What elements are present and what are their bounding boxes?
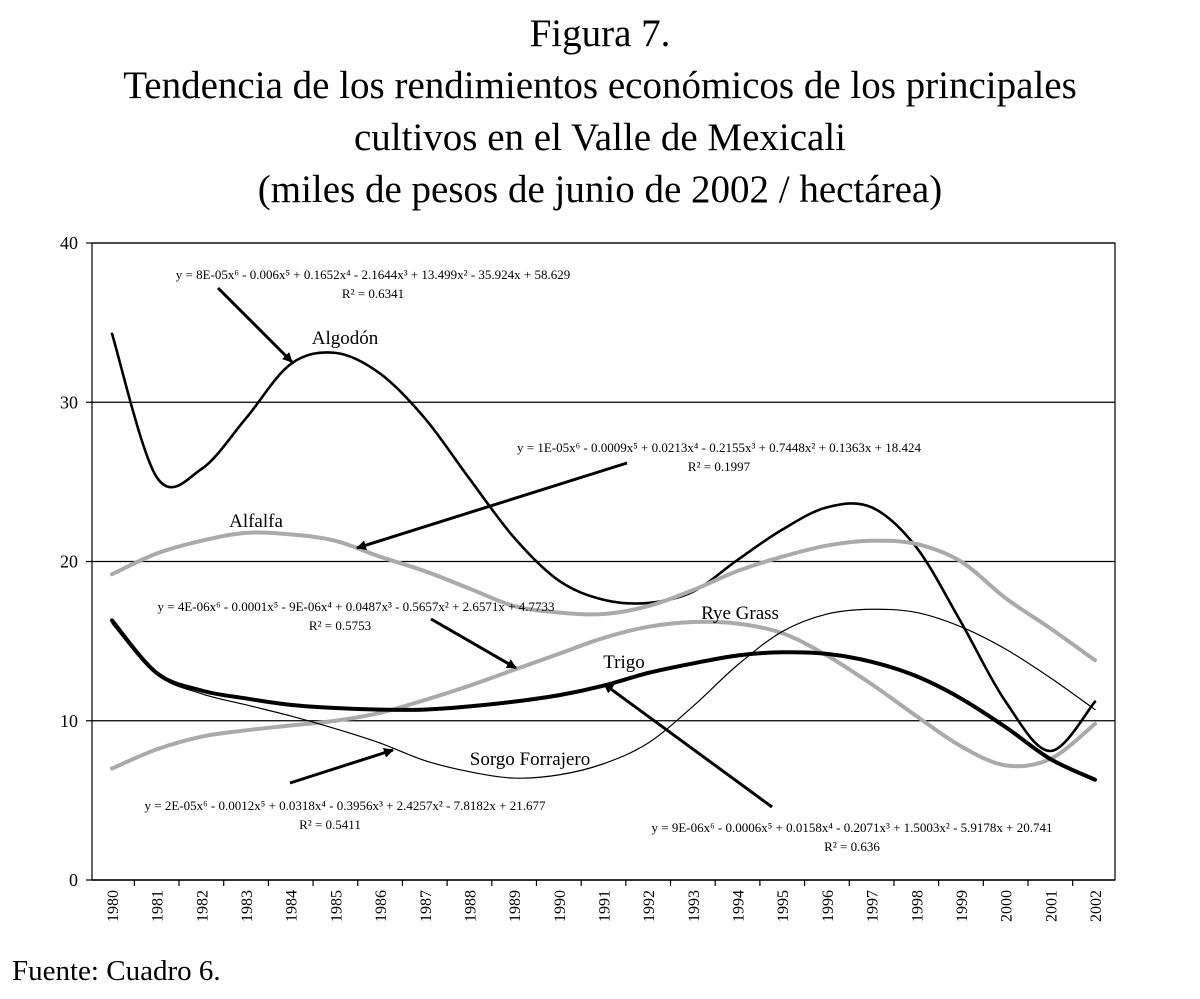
arrow-sorgo-forrajero	[290, 750, 393, 783]
r2-alfalfa: R² = 0.1997	[687, 459, 751, 474]
x-tick-label: 1987	[417, 890, 435, 922]
annotation-arrows	[218, 288, 772, 807]
r2-sorgo-forrajero: R² = 0.5411	[299, 817, 361, 832]
series-label-algodon: Algodón	[311, 328, 379, 349]
x-tick-label: 1983	[239, 890, 257, 922]
figure-title-line-2: cultivos en el Valle de Mexicali	[353, 116, 847, 159]
x-tick-label: 1994	[730, 890, 748, 922]
x-tick-label: 1996	[819, 890, 837, 922]
x-tick-label: 1986	[373, 890, 391, 922]
y-tick-label: 20	[60, 551, 78, 572]
x-tick-label: 1999	[953, 890, 971, 922]
x-tick-label: 1981	[149, 890, 167, 922]
equation-sorgo-forrajero: y = 2E-05x⁶ - 0.0012x⁵ + 0.0318x⁴ - 0.3956x³ + 2.4257x² - 7.8182x + 21.677	[144, 798, 546, 813]
x-tick-label: 1985	[328, 890, 346, 922]
x-tick-label: 1990	[551, 890, 569, 922]
x-tick-label: 1991	[596, 890, 614, 922]
y-tick-label: 30	[60, 392, 78, 413]
x-tick-label: 1989	[507, 890, 525, 922]
equation-alfalfa: y = 1E-05x⁶ - 0.0009x⁵ + 0.0213x⁴ - 0.2155x³ + 0.7448x² + 0.1363x + 18.424	[517, 440, 921, 455]
series-line-trigo	[112, 620, 1095, 779]
equation-trigo: y = 9E-06x⁶ - 0.0006x⁵ + 0.0158x⁴ - 0.2071x³ + 1.5003x² - 5.9178x + 20.741	[651, 820, 1053, 835]
arrow-algodon	[218, 288, 292, 362]
y-tick-label: 40	[60, 233, 78, 253]
r2-rye-grass: R² = 0.5753	[308, 618, 372, 633]
series-line-rye-grass	[112, 622, 1095, 769]
x-tick-label: 1988	[462, 890, 480, 922]
figure-source: Fuente: Cuadro 6.	[12, 955, 221, 987]
x-tick-label: 1982	[194, 890, 212, 922]
x-tick-label: 1997	[864, 890, 882, 922]
x-tick-label: 1998	[909, 890, 927, 922]
arrow-alfalfa	[357, 463, 627, 548]
figure-title-line-1: Tendencia de los rendimientos económicos de los principales	[123, 64, 1077, 107]
y-tick-label: 10	[60, 710, 78, 731]
series-label-alfalfa: Alfalfa	[229, 511, 283, 532]
x-tick-label: 1992	[641, 890, 659, 922]
axes	[60, 233, 1115, 922]
x-tick-label: 2002	[1088, 890, 1105, 922]
series-lines	[112, 334, 1095, 780]
series-line-sorgo-forrajero	[112, 609, 1095, 778]
series-label-rye-grass: Rye Grass	[701, 603, 779, 624]
arrow-trigo	[604, 684, 772, 807]
equation-rye-grass: y = 4E-06x⁶ - 0.0001x⁵ - 9E-06x⁴ + 0.0487x³ - 0.5657x² + 2.6571x + 4.7733	[157, 599, 555, 614]
series-line-algodon	[112, 334, 1095, 751]
x-tick-label: 1993	[685, 890, 703, 922]
x-tick-label: 1995	[775, 890, 793, 922]
r2-trigo: R² = 0.636	[824, 839, 880, 854]
equation-algodon: y = 8E-05x⁶ - 0.006x⁵ + 0.1652x⁴ - 2.1644x³ + 13.499x² - 35.924x + 58.629	[175, 267, 571, 282]
series-label-sorgo-forrajero: Sorgo Forrajero	[469, 749, 591, 770]
x-tick-label: 1980	[105, 890, 122, 922]
x-tick-label: 1984	[283, 890, 301, 922]
x-tick-label: 2000	[998, 890, 1016, 922]
r2-algodon: R² = 0.6341	[341, 286, 405, 301]
y-tick-label: 0	[69, 870, 78, 890]
arrow-rye-grass	[431, 619, 516, 668]
series-label-trigo: Trigo	[603, 652, 645, 673]
figure-title-line-3: (miles de pesos de junio de 2002 / hectárea)	[257, 168, 943, 211]
x-tick-label: 2001	[1043, 890, 1061, 922]
figure-number: Figura 7.	[529, 12, 671, 55]
